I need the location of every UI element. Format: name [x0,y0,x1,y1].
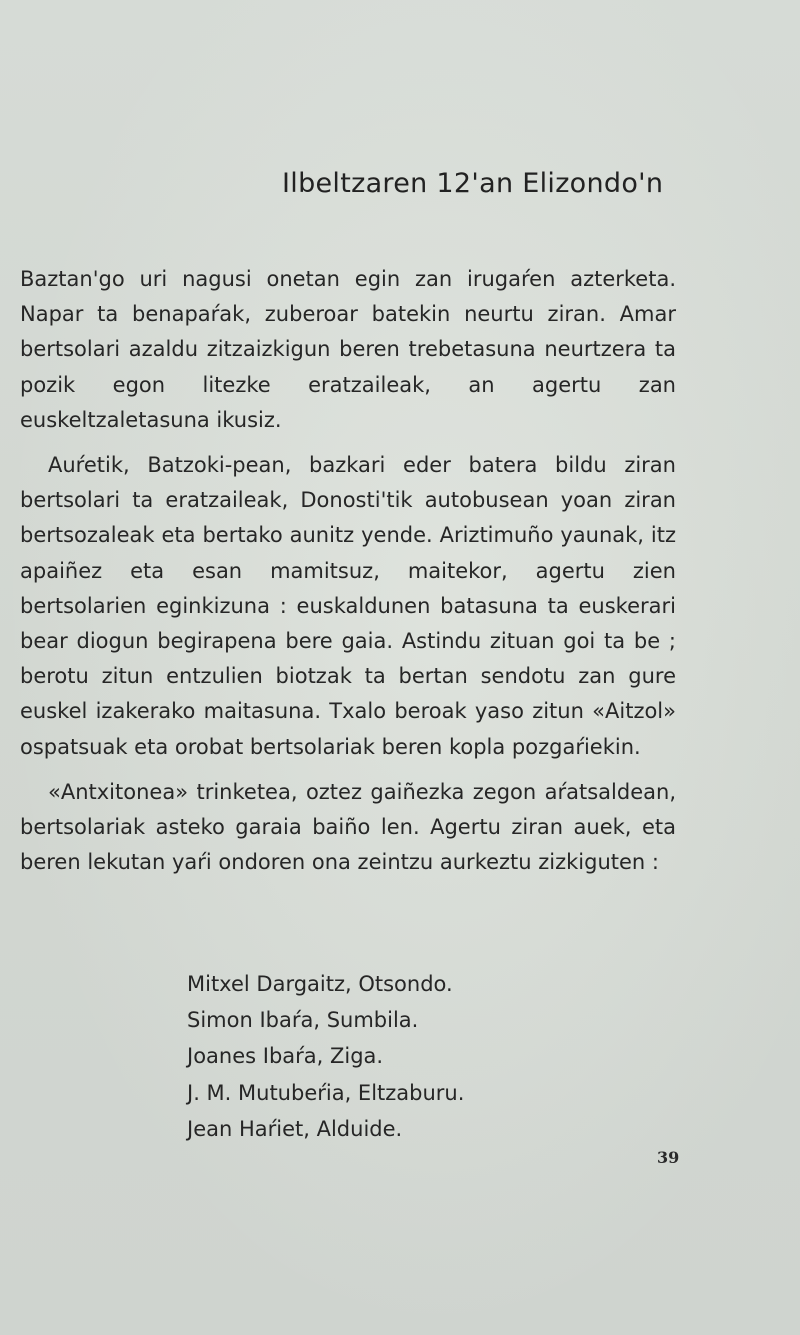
list-item: Joanes Ibaŕa, Ziga. [187,1044,384,1069]
bertsolari-list [187,966,464,1147]
paragraph-3: «Antxitonea» trinketea, oztez gaiñezka zegon aŕatsaldean, bertsolariak asteko garaia baiño len. Agertu ziran auek, eta beren lekutan yaŕi ondoren ona zeintzu aurkeztu zizkiguten : [20,779,676,875]
article-body [20,262,676,880]
page-title: Ilbeltzaren 12'an Elizondo'n [282,168,664,199]
list-item: Jean Haŕiet, Alduide. [187,1116,403,1141]
paragraph-1: Baztan'go uri nagusi onetan egin zan irugaŕen azterketa. Napar ta benapaŕak, zuberoar batekin neurtu ziran. Amar bertsolari azaldu zitzaizkigun beren trebetasuna neurtzera ta pozik egon litezke eratzaileak, an agertu zan euskeltzaletasuna ikusiz. [20,267,676,432]
list-item: J. M. Mutubeŕia, Eltzaburu. [187,1080,465,1105]
paragraph-2: Auŕetik, Batzoki-pean, bazkari eder batera bildu ziran bertsolari ta eratzaileak, Donosti'tik autobusean yoan ziran bertsozaleak eta bertako aunitz yende. Ariztimuño yaunak, itz apaiñez eta esan mamitsuz, maitekor, agertu zien bertsolarien eginkizuna : euskaldunen batasuna ta euskerari bear diogun begirapena bere gaia. Astindu zituan goi ta be ; berotu zitun entzulien biotzak ta bertan sendotu zan gure euskel izakerako maitasuna. Txalo beroak yaso zitun «Aitzol» ospatsuak eta orobat bertsolariak beren kopla pozgaŕiekin. [20,453,676,759]
page-number: 39 [657,1148,680,1167]
list-item: Simon Ibaŕa, Sumbila. [187,1008,419,1033]
list-item: Mitxel Dargaitz, Otsondo. [187,972,453,996]
